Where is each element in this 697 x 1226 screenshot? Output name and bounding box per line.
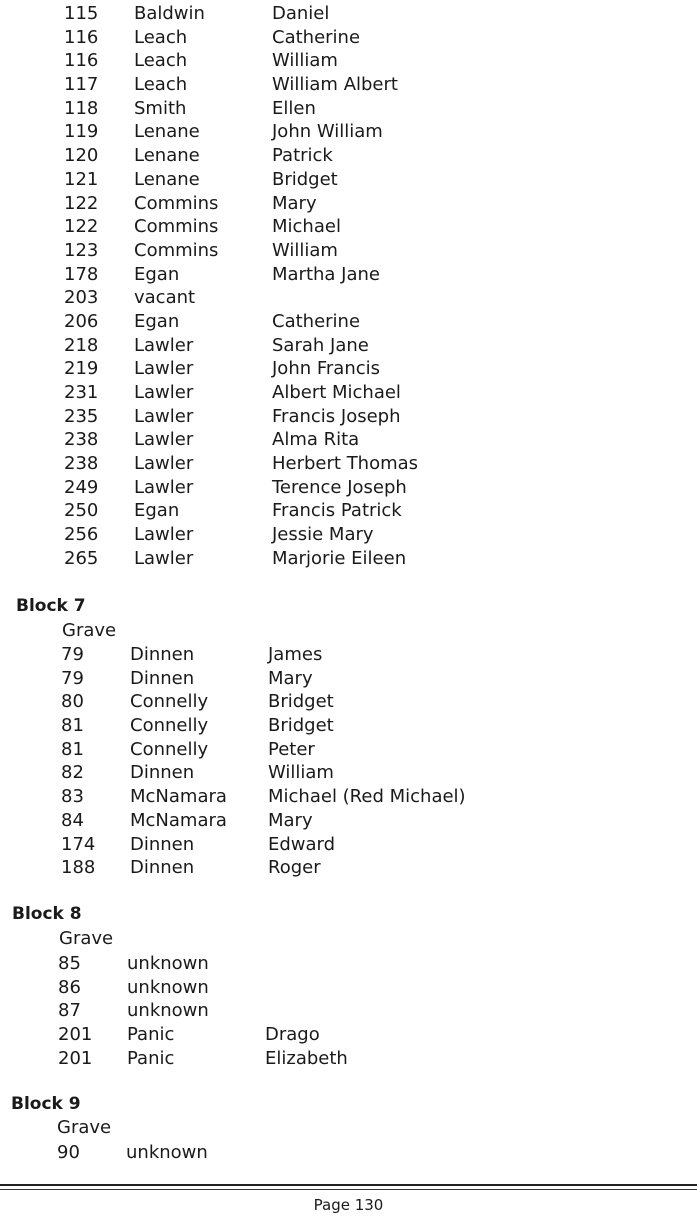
surname: Lawler [134, 524, 194, 546]
surname: McNamara [130, 809, 227, 831]
given-name: Roger [268, 857, 321, 879]
grave-number: 122 [64, 216, 99, 238]
surname: Baldwin [134, 3, 205, 24]
given-name: Drago [265, 1024, 320, 1046]
given-name: Marjorie Eileen [272, 547, 407, 569]
surname: Connelly [130, 715, 209, 737]
given-name: Mary [268, 667, 313, 689]
grave-column-label: Grave [59, 928, 114, 949]
given-name: Herbert Thomas [272, 453, 419, 475]
surname: McNamara [130, 786, 227, 808]
given-name: Sarah Jane [272, 334, 369, 356]
grave-column-label: Grave [57, 1117, 112, 1138]
surname: Panic [127, 1024, 175, 1046]
surname: Lawler [134, 429, 194, 451]
given-name: Bridget [268, 715, 334, 737]
surname: unknown [127, 1000, 209, 1022]
surname: Connelly [130, 691, 209, 713]
given-name: William [272, 239, 338, 261]
surname: Lawler [134, 476, 194, 498]
grave-number: 83 [61, 786, 84, 808]
grave-number: 84 [61, 809, 84, 831]
surname: Smith [134, 97, 187, 119]
given-name: William [268, 762, 334, 784]
grave-number: 235 [64, 405, 99, 427]
surname: Commins [134, 239, 219, 261]
grave-number: 122 [64, 192, 99, 214]
surname: Lenane [134, 145, 200, 167]
surname: Commins [134, 192, 219, 214]
given-name: Michael [272, 216, 341, 238]
grave-number: 238 [64, 453, 99, 475]
grave-number: 206 [64, 310, 99, 332]
block-title: Block 8 [12, 904, 82, 924]
given-name: Martha Jane [272, 263, 380, 285]
given-name: John William [272, 121, 383, 143]
grave-number: 201 [58, 1047, 93, 1069]
grave-number: 178 [64, 263, 99, 285]
given-name: William [272, 50, 338, 72]
given-name: Francis Joseph [272, 405, 401, 427]
surname: Dinnen [130, 762, 195, 784]
surname: unknown [127, 953, 209, 974]
given-name: Edward [268, 833, 336, 855]
grave-number: 117 [64, 74, 99, 96]
surname: Lawler [134, 382, 194, 403]
grave-number: 123 [64, 239, 99, 261]
surname: Dinnen [130, 857, 195, 879]
grave-number: 256 [64, 524, 99, 546]
given-name: Bridget [268, 691, 334, 713]
grave-number: 116 [64, 26, 99, 48]
surname: Connelly [130, 738, 209, 760]
grave-number: 119 [64, 121, 99, 143]
surname: Egan [134, 310, 180, 332]
grave-number: 81 [61, 738, 84, 760]
given-name: Daniel [272, 3, 330, 24]
block-title: Block 9 [11, 1094, 81, 1114]
surname: Lawler [134, 453, 194, 475]
grave-number: 201 [58, 1024, 93, 1046]
grave-number: 219 [64, 358, 99, 380]
surname: Dinnen [130, 644, 195, 665]
grave-number: 238 [64, 429, 99, 451]
footer-divider [0, 1189, 697, 1190]
given-name: James [268, 644, 323, 665]
grave-number: 188 [61, 857, 96, 879]
given-name: Elizabeth [265, 1047, 348, 1069]
grave-number: 90 [57, 1142, 80, 1163]
grave-number: 80 [61, 691, 84, 713]
surname: Dinnen [130, 667, 195, 689]
surname: Leach [134, 50, 188, 72]
given-name: Mary [268, 809, 313, 831]
given-name: William Albert [272, 74, 398, 96]
grave-number: 250 [64, 500, 99, 522]
surname: unknown [126, 1142, 208, 1163]
grave-number: 265 [64, 547, 99, 569]
grave-number: 218 [64, 334, 99, 356]
grave-number: 87 [58, 1000, 81, 1022]
footer-divider [0, 1184, 697, 1186]
grave-number: 174 [61, 833, 96, 855]
given-name: Catherine [272, 26, 361, 48]
given-name: Terence Joseph [272, 476, 407, 498]
given-name: Bridget [272, 168, 338, 190]
grave-number: 115 [64, 3, 99, 24]
given-name: Alma Rita [272, 429, 360, 451]
surname: Lenane [134, 121, 200, 143]
surname: Lawler [134, 334, 194, 356]
grave-number: 231 [64, 382, 99, 403]
given-name: John Francis [272, 358, 381, 380]
surname: unknown [127, 976, 209, 998]
given-name: Mary [272, 192, 317, 214]
grave-column-label: Grave [62, 620, 117, 641]
grave-number: 82 [61, 762, 84, 784]
given-name: Catherine [272, 310, 361, 332]
grave-number: 120 [64, 145, 99, 167]
given-name: Francis Patrick [272, 500, 402, 522]
grave-number: 118 [64, 97, 99, 119]
given-name: Patrick [272, 145, 333, 167]
surname: Egan [134, 263, 180, 285]
surname: Leach [134, 74, 188, 96]
given-name: Jessie Mary [272, 524, 374, 546]
grave-number: 249 [64, 476, 99, 498]
surname: Egan [134, 500, 180, 522]
surname: Lenane [134, 168, 200, 190]
given-name: Albert Michael [272, 382, 401, 403]
grave-number: 203 [64, 287, 99, 309]
grave-number: 121 [64, 168, 99, 190]
grave-number: 81 [61, 715, 84, 737]
surname: Leach [134, 26, 188, 48]
surname: Dinnen [130, 833, 195, 855]
surname: Panic [127, 1047, 175, 1069]
block-title: Block 7 [16, 596, 86, 616]
given-name: Ellen [272, 97, 316, 119]
grave-number: 79 [61, 644, 84, 665]
surname: Lawler [134, 358, 194, 380]
surname: vacant [134, 287, 196, 309]
grave-number: 86 [58, 976, 81, 998]
grave-number: 116 [64, 50, 99, 72]
grave-number: 85 [58, 953, 81, 974]
surname: Lawler [134, 405, 194, 427]
given-name: Peter [268, 738, 315, 760]
surname: Commins [134, 216, 219, 238]
given-name: Michael (Red Michael) [268, 786, 466, 808]
page-number: Page 130 [313, 1196, 384, 1214]
grave-number: 79 [61, 667, 84, 689]
surname: Lawler [134, 547, 194, 569]
